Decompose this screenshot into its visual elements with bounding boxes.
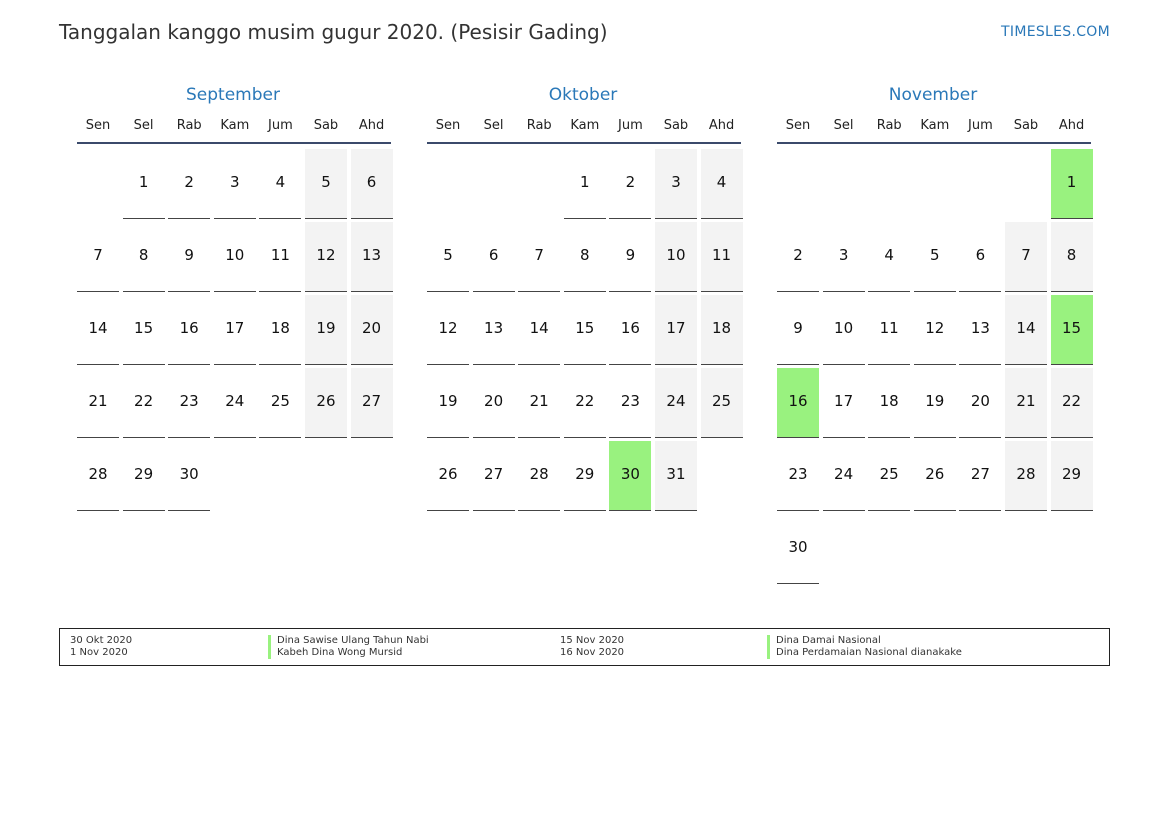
- day-cell: 5: [914, 222, 956, 292]
- day-cell: 28: [77, 441, 119, 511]
- empty-cell: [427, 149, 469, 219]
- day-cell: 18: [701, 295, 743, 365]
- day-cell: 10: [655, 222, 697, 292]
- day-cell: 8: [564, 222, 606, 292]
- day-cell: 11: [701, 222, 743, 292]
- day-cell: 30: [609, 441, 651, 511]
- day-cell: 11: [259, 222, 301, 292]
- weekday-label: Sab: [663, 118, 689, 133]
- days-grid: [427, 149, 741, 511]
- day-cell: 23: [777, 441, 819, 511]
- day-cell: 25: [868, 441, 910, 511]
- month-title: November: [888, 85, 978, 105]
- month-title: Oktober: [548, 85, 618, 105]
- day-cell: 4: [259, 149, 301, 219]
- weekday-label: Ahd: [358, 118, 385, 133]
- day-cell: 25: [701, 368, 743, 438]
- weekday-label: Rab: [176, 118, 202, 133]
- day-cell: 24: [655, 368, 697, 438]
- day-cell: 27: [473, 441, 515, 511]
- day-cell: 28: [518, 441, 560, 511]
- day-cell: 10: [823, 295, 865, 365]
- day-cell: 23: [168, 368, 210, 438]
- weekday-label: Sen: [435, 118, 461, 133]
- day-cell: 7: [518, 222, 560, 292]
- day-cell: 4: [868, 222, 910, 292]
- day-cell: 24: [214, 368, 256, 438]
- weekday-label: Rab: [876, 118, 902, 133]
- day-cell: 2: [609, 149, 651, 219]
- day-cell: 8: [1051, 222, 1093, 292]
- day-cell: 6: [473, 222, 515, 292]
- day-cell: 30: [777, 514, 819, 584]
- weekday-header: [427, 112, 741, 144]
- day-cell: 27: [351, 368, 393, 438]
- legend-holiday-name: Kabeh Dina Wong Mursid: [268, 647, 429, 659]
- legend-date: 16 Nov 2020: [560, 647, 625, 658]
- day-cell: 15: [123, 295, 165, 365]
- day-cell: 25: [259, 368, 301, 438]
- weekday-label: Jum: [968, 118, 993, 133]
- day-cell: 22: [1051, 368, 1093, 438]
- day-cell: 13: [959, 295, 1001, 365]
- day-cell: 4: [701, 149, 743, 219]
- empty-cell: [959, 149, 1001, 219]
- day-cell: 13: [473, 295, 515, 365]
- day-cell: 19: [305, 295, 347, 365]
- empty-cell: [823, 149, 865, 219]
- month-november: [775, 82, 1091, 584]
- day-cell: 1: [564, 149, 606, 219]
- day-cell: 12: [305, 222, 347, 292]
- day-cell: 26: [305, 368, 347, 438]
- day-cell: 26: [914, 441, 956, 511]
- day-cell: 19: [427, 368, 469, 438]
- day-cell: 21: [518, 368, 560, 438]
- legend-date: 30 Okt 2020: [70, 635, 133, 646]
- day-cell: 14: [77, 295, 119, 365]
- weekday-label: Kam: [220, 118, 250, 133]
- day-cell: 21: [77, 368, 119, 438]
- legend-names-right: [767, 635, 962, 659]
- site-link[interactable]: TIMESLES.COM: [1001, 24, 1110, 40]
- day-cell: 9: [609, 222, 651, 292]
- legend-dates-right: [560, 635, 624, 659]
- empty-cell: [473, 149, 515, 219]
- legend-dates-left: [70, 635, 132, 659]
- legend-date: 1 Nov 2020: [70, 647, 128, 658]
- weekday-label: Sab: [1013, 118, 1039, 133]
- weekday-label: Sel: [833, 118, 854, 133]
- day-cell: 9: [777, 295, 819, 365]
- day-cell: 8: [123, 222, 165, 292]
- day-cell: 7: [1005, 222, 1047, 292]
- weekday-label: Kam: [570, 118, 600, 133]
- day-cell: 16: [609, 295, 651, 365]
- day-cell: 18: [868, 368, 910, 438]
- day-cell: 27: [959, 441, 1001, 511]
- weekday-label: Jum: [618, 118, 643, 133]
- day-cell: 5: [305, 149, 347, 219]
- empty-cell: [914, 149, 956, 219]
- day-cell: 13: [351, 222, 393, 292]
- day-cell: 10: [214, 222, 256, 292]
- day-cell: 21: [1005, 368, 1047, 438]
- day-cell: 28: [1005, 441, 1047, 511]
- day-cell: 20: [473, 368, 515, 438]
- day-cell: 29: [564, 441, 606, 511]
- weekday-label: Ahd: [1058, 118, 1085, 133]
- empty-cell: [77, 149, 119, 219]
- month-title: September: [186, 85, 280, 105]
- day-cell: 14: [1005, 295, 1047, 365]
- month-oktober: [425, 82, 741, 511]
- day-cell: 3: [655, 149, 697, 219]
- empty-cell: [777, 149, 819, 219]
- weekday-label: Kam: [920, 118, 950, 133]
- day-cell: 6: [351, 149, 393, 219]
- day-cell: 5: [427, 222, 469, 292]
- day-cell: 29: [1051, 441, 1093, 511]
- day-cell: 1: [123, 149, 165, 219]
- legend-names-left: [268, 635, 429, 659]
- weekday-label: Sel: [133, 118, 154, 133]
- legend-holiday-name: Dina Damai Nasional: [767, 635, 962, 647]
- month-september: [75, 82, 391, 511]
- weekday-header: [777, 112, 1091, 144]
- day-cell: 17: [214, 295, 256, 365]
- weekday-label: Sel: [483, 118, 504, 133]
- day-cell: 6: [959, 222, 1001, 292]
- day-cell: 15: [564, 295, 606, 365]
- day-cell: 12: [427, 295, 469, 365]
- day-cell: 7: [77, 222, 119, 292]
- day-cell: 11: [868, 295, 910, 365]
- day-cell: 12: [914, 295, 956, 365]
- day-cell: 22: [123, 368, 165, 438]
- day-cell: 19: [914, 368, 956, 438]
- day-cell: 20: [959, 368, 1001, 438]
- weekday-label: Rab: [526, 118, 552, 133]
- day-cell: 31: [655, 441, 697, 511]
- day-cell: 16: [168, 295, 210, 365]
- day-cell: 17: [823, 368, 865, 438]
- days-grid: [77, 149, 391, 511]
- day-cell: 14: [518, 295, 560, 365]
- day-cell: 2: [777, 222, 819, 292]
- day-cell: 29: [123, 441, 165, 511]
- page-title: Tanggalan kanggo musim gugur 2020. (Pesisir Gading): [59, 20, 608, 44]
- legend-holiday-name: Dina Sawise Ulang Tahun Nabi: [268, 635, 429, 647]
- weekday-label: Jum: [268, 118, 293, 133]
- weekday-label: Sab: [313, 118, 339, 133]
- day-cell: 20: [351, 295, 393, 365]
- empty-cell: [868, 149, 910, 219]
- empty-cell: [1005, 149, 1047, 219]
- legend-date: 15 Nov 2020: [560, 635, 625, 646]
- legend-holiday-name: Dina Perdamaian Nasional dianakake: [767, 647, 962, 659]
- day-cell: 3: [214, 149, 256, 219]
- weekday-label: Sen: [85, 118, 111, 133]
- day-cell: 2: [168, 149, 210, 219]
- day-cell: 16: [777, 368, 819, 438]
- day-cell: 9: [168, 222, 210, 292]
- day-cell: 1: [1051, 149, 1093, 219]
- weekday-label: Ahd: [708, 118, 735, 133]
- day-cell: 18: [259, 295, 301, 365]
- day-cell: 26: [427, 441, 469, 511]
- days-grid: [777, 149, 1091, 584]
- holiday-legend: [59, 628, 1110, 666]
- day-cell: 24: [823, 441, 865, 511]
- day-cell: 22: [564, 368, 606, 438]
- day-cell: 23: [609, 368, 651, 438]
- day-cell: 17: [655, 295, 697, 365]
- weekday-label: Sen: [785, 118, 811, 133]
- day-cell: 15: [1051, 295, 1093, 365]
- empty-cell: [518, 149, 560, 219]
- day-cell: 3: [823, 222, 865, 292]
- weekday-header: [77, 112, 391, 144]
- day-cell: 30: [168, 441, 210, 511]
